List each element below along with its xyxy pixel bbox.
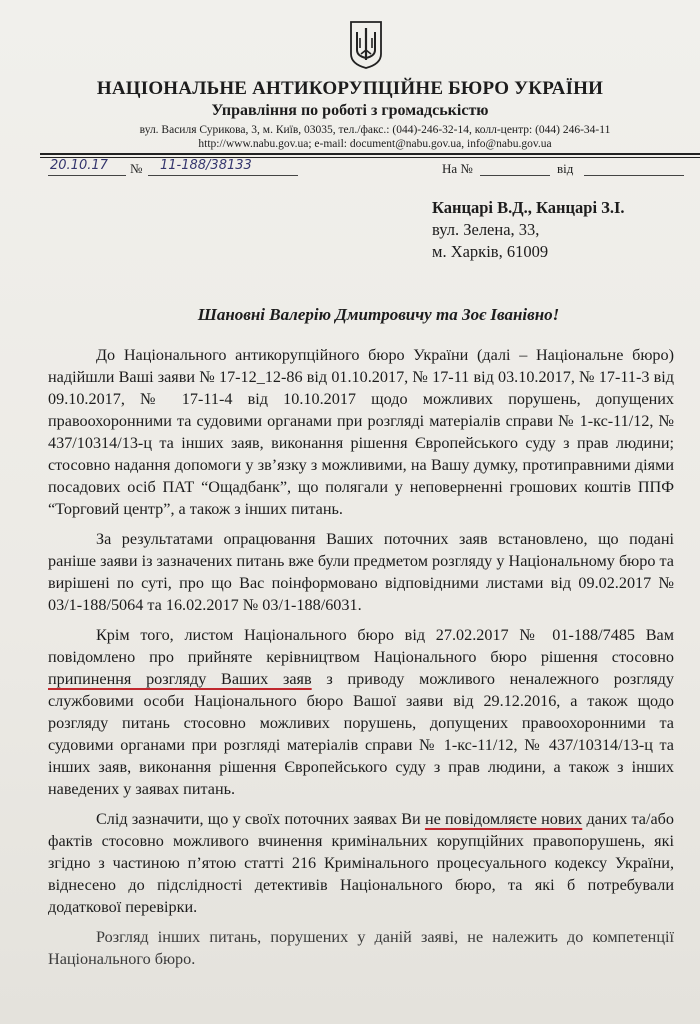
number-underline: [148, 175, 298, 176]
organization-address: вул. Василя Сурикова, 3, м. Київ, 03035, тел./факс.: (044)-246-32-14, колл-центр: (044) 246-34-11: [139, 124, 611, 136]
registration-number-label: №: [130, 161, 143, 176]
paragraph-4-text-cont: даних та/або фактів стосовно можливого вчинення кримінальних корупційних правопорушень, які згідно з частиною п’ятою статті 216 Кримінального процесуального кодексу України, віднесено до підслідності детективів Національного бюро, та які б потребували додаткової перевірки.: [48, 810, 674, 916]
highlighted-phrase: не повідомляєте нових: [424, 810, 583, 828]
organization-web-email: http://www.nabu.gov.ua; e-mail: document@nabu.gov.ua, info@nabu.gov.ua: [198, 138, 552, 150]
paragraph-3-text-cont: з приводу можливого неналежного розгляду службовими особи Національного бюро Вашої заяви від 29.12.2016, а також щодо розгляду питань стосовно можливих порушень, допущених правоохоронними та судовими органами при розгляді матеріалів справи № 1-кс-11/12, № 437/10314/13-ц та інших заяв, виконання рішення Європейського суду з прав людини, а також з інших наведених у заявах питань.: [48, 670, 674, 798]
paragraph-1: До Національного антикорупційного бюро України (далі – Національне бюро) надійшли Ваші заяви № 17-12_12-86 від 01.10.2017, № 17-11 від 03.10.2017, № 17-11-3 від 09.10.2017, № 17-11-4 від 10.10.2017 щодо можливих порушень, допущених правоохоронними та судовими органами при розгляді матеріалів справи № 1-кс-11/12, № 437/10314/13-ц та інших заяв, виконання рішення Європейського суду з прав людини; стосовно надання допомоги у зв’язку з можливими, на Вашу думку, протиправними діями посадових осіб ПАТ “Ощадбанк”, що полягали у неповерненні грошових коштів ППФ “Торговий центр”, а також з інших питань.: [48, 346, 674, 518]
recipient-name: Канцарі В.Д., Канцарі З.І.: [432, 198, 625, 217]
incoming-date-underline: [584, 175, 684, 176]
organization-name: НАЦІОНАЛЬНЕ АНТИКОРУПЦІЙНЕ БЮРО УКРАЇНИ: [96, 78, 604, 99]
recipient-city: м. Харків, 61009: [432, 242, 549, 261]
incoming-date-label: від: [557, 161, 574, 176]
registration-date: 20.10.17: [50, 158, 108, 173]
paragraph-3: [48, 624, 674, 800]
registration-line: [48, 158, 700, 182]
greeting: Шановні Валерію Дмитровичу та Зоє Іванівно!: [197, 305, 560, 324]
incoming-number-label: На №: [442, 161, 473, 176]
highlighted-phrase: припинення розгляду Ваших заяв: [48, 670, 312, 688]
incoming-number-underline: [480, 175, 550, 176]
registration-number: 11-188/38133: [160, 158, 252, 173]
letter-body: [48, 344, 674, 978]
trident-emblem-icon: [349, 20, 383, 70]
letterhead-rule: [40, 153, 700, 155]
paragraph-4-text: Слід зазначити, що у своїх поточних заявах Ви: [96, 810, 425, 828]
date-underline: [48, 175, 126, 176]
recipient-block: [432, 197, 625, 263]
paragraph-4: [48, 808, 674, 918]
paragraph-5: Розгляд інших питань, порушених у даній заяві, не належить до компетенції Національного бюро.: [48, 928, 674, 968]
department-name: Управління по роботі з громадськістю: [211, 102, 489, 119]
paragraph-2: За результатами опрацювання Ваших поточних заяв встановлено, що подані раніше заяви із зазначених питань вже були предметом розгляду у Національному бюро та вирішені по суті, про що Вас поінформовано відповідними листами від 09.02.2017 № 03/1-188/5064 та 16.02.2017 № 03/1-188/6031.: [48, 530, 674, 614]
recipient-street: вул. Зелена, 33,: [432, 220, 540, 239]
paragraph-3-text: Крім того, листом Національного бюро від 27.02.2017 № 01-188/7485 Вам повідомлено про прийняте керівництвом Національного бюро рішення стосовно: [48, 626, 674, 666]
